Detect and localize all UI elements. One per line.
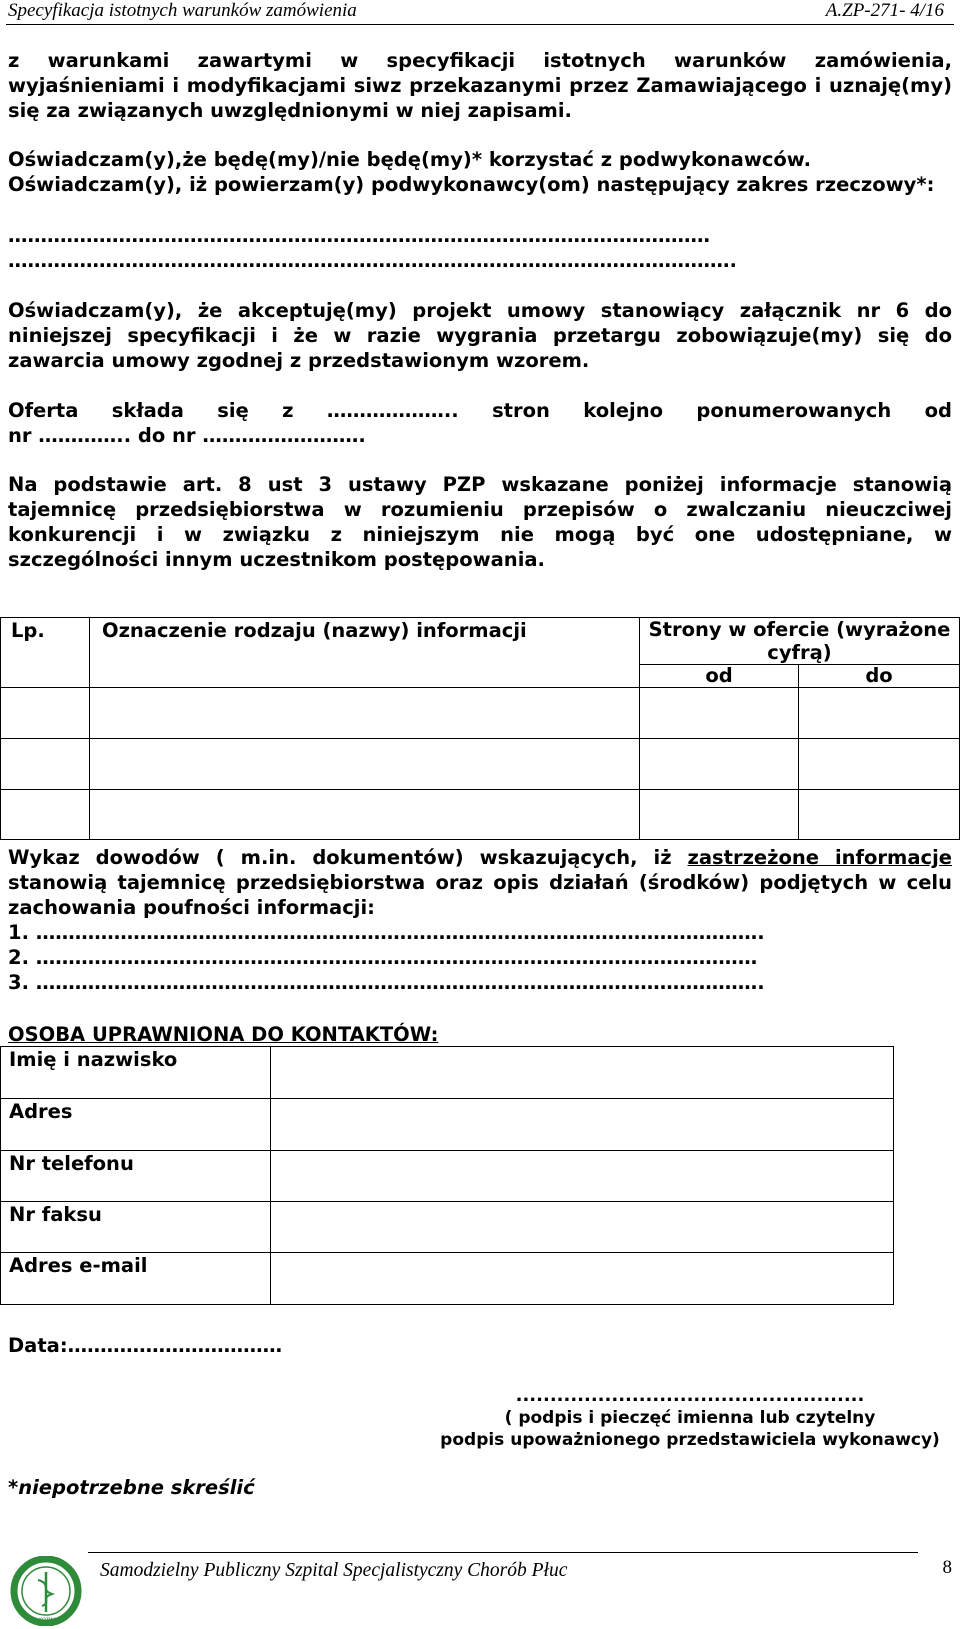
dotted-line-1: ……………………………………………………………………………………………… [8,224,710,247]
paragraph-conditions: z warunkami zawartymi w specyfikacji istotnych warunków zamówienia, wyjaśnieniami i modyfikacjami siwz przekazanymi przez Zamawiającego i uznaję(my) się za związanych uwzględnionymi w niej zapisami. [8,49,952,122]
list-item: 2. ………………………………………………………………………………………………… [8,946,758,969]
signature-caption-1: ( podpis i pieczęć imienna lub czytelny [504,1408,876,1428]
contact-label-address: Adres [1,1099,271,1151]
list-item: 3. …………………………………………………………………………………………………. [8,971,765,994]
paragraph-page-count-line2: nr ………….. do nr ……………………. [8,424,366,447]
contact-label-phone: Nr telefonu [1,1151,271,1202]
list-item: 1. …………………………………………………………………………………………………. [8,921,765,944]
contact-table [0,1046,894,1305]
contact-value-address[interactable] [271,1099,894,1151]
footer-divider [88,1552,918,1553]
underlined-phrase: zastrzeżone informacje [687,846,952,869]
hospital-logo [8,1556,84,1626]
header-to: do [799,665,960,688]
table-row [1,739,960,790]
paragraph-page-count-line1: Oferta składa się z ……………….. stron kolejno ponumerowanych od [8,399,952,422]
table-row [1,688,960,739]
signature-caption-2: podpis upoważnionego przedstawiciela wykonawcy) [440,1430,940,1450]
page-header [6,0,954,25]
signature-dots: ................................................... [515,1385,865,1406]
contact-label-email: Adres e-mail [1,1253,271,1305]
contact-value-phone[interactable] [271,1151,894,1202]
paragraph-evidence: Wykaz dowodów ( m.in. dokumentów) wskazujących, iż zastrzeżone informacje stanowią tajemnicę przedsiębiorstwa oraz opis działań (środków) podjętych w celu zachowania poufności informacji: [8,846,952,919]
contact-value-email[interactable] [271,1253,894,1305]
table-row [1,790,960,840]
page-number: 8 [942,1557,952,1578]
header-from: od [640,665,799,688]
dotted-line-2: …………………………………………………………………………………………………. [8,249,737,272]
paragraph-subcontractors: Oświadczam(y),że będę(my)/nie będę(my)* korzystać z podwykonawców. [8,148,811,171]
contact-heading: OSOBA UPRAWNIONA DO KONTAKTÓW: [8,1023,439,1046]
svg-text:ZAKOPANE: ZAKOPANE [29,1617,63,1624]
trade-secret-table [0,617,960,840]
contact-label-name: Imię i nazwisko [1,1047,271,1099]
contact-value-fax[interactable] [271,1202,894,1253]
date-field: Data:…………………………… [8,1334,283,1357]
paragraph-contract-acceptance: Oświadczam(y), że akceptuję(my) projekt umowy stanowiący załącznik nr 6 do niniejszej specyfikacji i że w razie wygrania przetargu zobowiązuje(my) się do zawarcia umowy zgodnej z przedstawionym wzorem. [8,299,952,372]
header-reference: A.ZP-271- 4/16 [825,0,944,21]
footer-text: Samodzielny Publiczny Szpital Specjalistyczny Chorób Płuc [100,1560,568,1581]
header-information-name: Oznaczenie rodzaju (nazwy) informacji [90,618,640,688]
contact-value-name[interactable] [271,1047,894,1099]
header-pages: Strony w ofercie (wyrażone cyfrą) [640,618,960,665]
footnote: *niepotrzebne skreślić [8,1476,255,1499]
header-lp: Lp. [1,618,90,688]
paragraph-subcontract-scope: Oświadczam(y), iż powierzam(y) podwykonawcy(om) następujący zakres rzeczowy*: [8,173,935,196]
header-title: Specyfikacja istotnych warunków zamówienia [8,0,357,21]
contact-label-fax: Nr faksu [1,1202,271,1253]
paragraph-trade-secret: Na podstawie art. 8 ust 3 ustawy PZP wskazane poniżej informacje stanowią tajemnicę przedsiębiorstwa w rozumieniu przepisów o zwalczaniu nieuczciwej konkurencji i w związku z niniejszym nie mogą być one udostępniane, w szczególności innym uczestnikom postępowania. [8,473,952,571]
